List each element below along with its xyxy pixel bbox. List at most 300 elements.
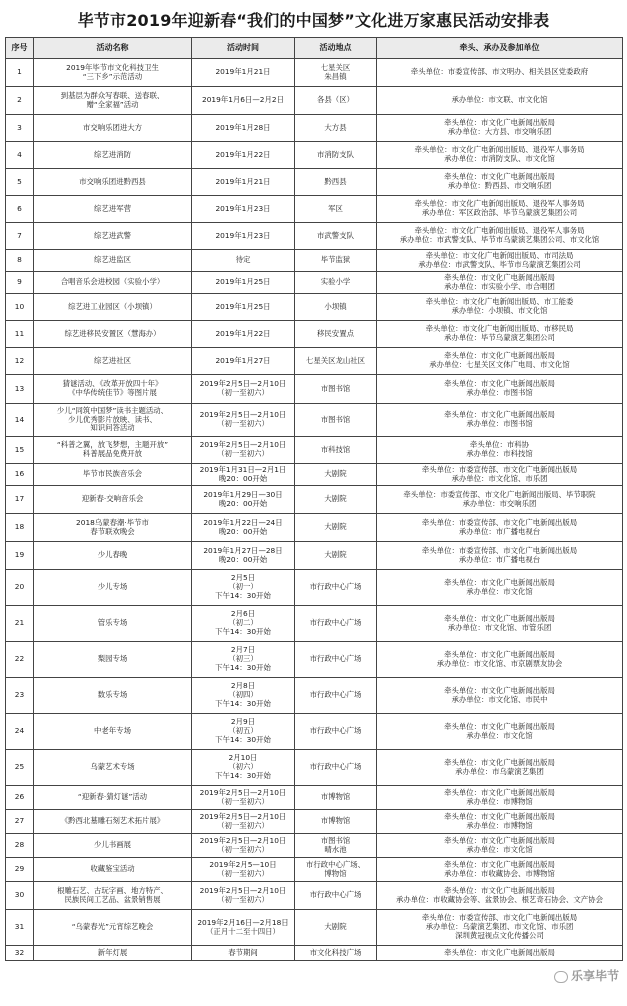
- activity-time-line: （初一至初六）: [217, 796, 269, 806]
- activity-time-line: 晚20：00开始: [218, 526, 268, 536]
- activity-time-line: （初六）: [228, 762, 258, 772]
- activity-units-line: 牵头单位：市文化广电新闻出版局: [444, 351, 555, 361]
- table-row: [6, 294, 623, 321]
- activity-units-line: 承办单位：市收藏协会等、盆景协会、根艺奇石协会、文产协会: [396, 894, 603, 904]
- table-row: [6, 910, 623, 946]
- activity-units-cell: [377, 115, 623, 142]
- activity-place-line: 大剧院: [324, 522, 347, 532]
- activity-units-line: 牵头单位：市文化广电新闻出版局: [444, 410, 555, 420]
- activity-time-line: 2019年1月28日: [215, 122, 271, 132]
- activity-units-line: 牵头单位：市委宣传部、市文化广电新闻出版局: [421, 545, 578, 555]
- activity-name-line: 中老年专场: [94, 726, 131, 736]
- activity-units-cell: [377, 714, 623, 750]
- activity-name-line: 综艺进社区: [94, 355, 131, 365]
- activity-place-cell: [295, 882, 377, 910]
- row-number: 6: [6, 196, 34, 223]
- activity-units-cell: [377, 87, 623, 115]
- table-row: [6, 223, 623, 250]
- activity-place-line: 大剧院: [324, 469, 347, 479]
- activity-name-line: 综艺进消防: [94, 149, 131, 159]
- activity-units-cell: [377, 348, 623, 375]
- row-number: 23: [6, 678, 34, 714]
- activity-place-cell: [295, 59, 377, 87]
- activity-time-line: 下午14：30开始: [215, 590, 271, 600]
- activity-name-line: 合唱音乐会进校园（实验小学）: [60, 277, 165, 287]
- activity-name-cell: [34, 882, 192, 910]
- activity-time-line: 2019年1月6日—2月2日: [202, 95, 284, 105]
- activity-name-line: 新年灯展: [97, 947, 128, 957]
- activity-units-line: 承办单位：市图书馆: [466, 388, 533, 397]
- activity-time-cell: [192, 606, 295, 642]
- activity-name-cell: [34, 404, 192, 437]
- row-number: 26: [6, 786, 34, 810]
- activity-place-cell: [295, 348, 377, 375]
- activity-time-line: 2019年2月5—10日: [209, 859, 277, 869]
- activity-name-line: 赠“全家福”活动: [86, 99, 139, 109]
- activity-units-cell: [377, 464, 623, 486]
- activity-place-line: 七星关区: [320, 62, 351, 72]
- row-number: 9: [6, 272, 34, 294]
- table-header-row: [6, 38, 623, 59]
- table-row: [6, 486, 623, 514]
- activity-place-line: 小坝镇: [324, 301, 347, 311]
- activity-name-line: 毕节市民族音乐会: [82, 469, 143, 479]
- activity-units-line: 承办单位：市文化馆、市管乐团: [447, 622, 552, 632]
- activity-time-cell: [192, 142, 295, 169]
- activity-time-line: 2019年2月5日—2月10日: [199, 835, 287, 845]
- activity-units-line: 承办单位：市文化馆: [466, 730, 533, 740]
- activity-time-line: （初一至初六）: [217, 894, 269, 904]
- activity-name-line: 少儿书画展: [94, 840, 131, 850]
- activity-place-cell: [295, 810, 377, 834]
- activity-place-cell: [295, 142, 377, 169]
- activity-time-line: 2019年1月21日: [215, 176, 271, 186]
- activity-name-line: 2018乌蒙春潮·毕节市: [76, 517, 149, 527]
- activity-place-cell: [295, 678, 377, 714]
- activity-name-cell: [34, 606, 192, 642]
- activity-time-cell: [192, 375, 295, 404]
- activity-units-line: 牵头单位：市文化广电新闻出版局: [444, 577, 555, 587]
- activity-time-line: 下午14：30开始: [215, 698, 271, 708]
- activity-place-cell: [295, 514, 377, 542]
- activity-time-cell: [192, 542, 295, 570]
- activity-units-cell: [377, 404, 623, 437]
- row-number: 5: [6, 169, 34, 196]
- activity-time-cell: [192, 348, 295, 375]
- activity-units-line: 牵头单位：市文化广电新闻出版局、市移民局: [425, 324, 574, 334]
- activity-units-line: 承办单位：乌蒙演艺集团、市文化馆、市乐团: [425, 922, 574, 932]
- activity-time-line: 2019年1月22日: [215, 149, 271, 159]
- activity-name-line: 管乐专场: [97, 618, 128, 628]
- activity-name-line: “科普之翼，放飞梦想，主题开放”: [56, 440, 169, 450]
- activity-units-cell: [377, 834, 623, 858]
- table-row: [6, 570, 623, 606]
- activity-units-line: 牵头单位：市委宣传部、市文化广电新闻出版局: [421, 517, 578, 527]
- activity-time-cell: [192, 810, 295, 834]
- activity-units-line: 承办单位：市博物馆: [466, 796, 533, 806]
- activity-time-line: 下午14：30开始: [215, 626, 271, 636]
- activity-units-cell: [377, 196, 623, 223]
- activity-name-line: “迎新春·猜灯谜”活动: [77, 792, 148, 802]
- col-header-time: 活动时间: [192, 38, 295, 59]
- activity-time-line: 2019年1月31日—2月1日: [199, 464, 287, 474]
- activity-time-line: 2019年1月29日—30日: [203, 489, 283, 499]
- row-number: 29: [6, 858, 34, 882]
- activity-time-cell: [192, 250, 295, 272]
- watermark-text: 乐享毕节: [570, 969, 619, 983]
- activity-name-cell: [34, 810, 192, 834]
- activity-units-line: 牵头单位：市科协: [469, 440, 530, 450]
- activity-name-cell: [34, 272, 192, 294]
- activity-time-cell: [192, 834, 295, 858]
- activity-name-cell: [34, 223, 192, 250]
- activity-units-line: 牵头单位：市文化广电新闻出版局: [444, 757, 555, 767]
- activity-time-line: 下午14：30开始: [215, 662, 271, 672]
- activity-time-cell: [192, 196, 295, 223]
- activity-time-cell: [192, 223, 295, 250]
- activity-units-line: 牵头单位：市文化广电新闻出版局、市工能委: [425, 297, 574, 307]
- activity-name-cell: [34, 196, 192, 223]
- row-number: 18: [6, 514, 34, 542]
- activity-name-line: 数乐专场: [97, 690, 128, 700]
- activity-time-line: 2019年2月5日—2月10日: [199, 440, 287, 450]
- activity-units-line: 承办单位：市交响乐团: [462, 498, 537, 508]
- activity-name-line: 综艺进工业园区（小坝镇）: [68, 301, 157, 311]
- activity-time-cell: [192, 910, 295, 946]
- activity-units-cell: [377, 606, 623, 642]
- activity-name-line: 迎新春·交响音乐会: [81, 494, 144, 504]
- activity-place-line: 大剧院: [324, 922, 347, 932]
- activity-time-line: 2019年1月22日—24日: [203, 517, 283, 527]
- row-number: 8: [6, 250, 34, 272]
- activity-time-cell: [192, 437, 295, 464]
- activity-units-cell: [377, 59, 623, 87]
- activity-time-line: 2月8日: [230, 681, 256, 691]
- activity-units-line: 承办单位：市广播电视台: [458, 554, 541, 564]
- activity-units-line: 牵头单位：市文化广电新闻出版局: [444, 811, 555, 821]
- table-row: [6, 786, 623, 810]
- activity-time-line: 2019年1月25日: [215, 301, 271, 311]
- table-row: [6, 606, 623, 642]
- activity-name-cell: [34, 642, 192, 678]
- activity-units-cell: [377, 750, 623, 786]
- activity-units-line: 深圳黄冠视点文化传播公司: [455, 930, 544, 940]
- activity-units-line: 承办单位：市乌蒙演艺集团: [455, 766, 544, 776]
- activity-time-cell: [192, 464, 295, 486]
- activity-name-line: 科普展品免费开放: [82, 449, 143, 458]
- activity-place-cell: [295, 272, 377, 294]
- table-row: [6, 514, 623, 542]
- activity-time-line: （初一至初六）: [217, 844, 269, 854]
- activity-place-line: 大剧院: [324, 550, 347, 560]
- activity-name-cell: [34, 348, 192, 375]
- activity-place-cell: [295, 570, 377, 606]
- col-header-units: 牵头、承办及参加单位: [377, 38, 623, 59]
- activity-units-line: 牵头单位：市委宣传部、市文化广电新闻出版局: [421, 913, 578, 923]
- activity-name-cell: [34, 87, 192, 115]
- activity-units-line: 牵头单位：市文化广电新闻出版局、退役军人事务局: [414, 199, 585, 209]
- activity-units-line: 牵头单位：市文化广电新闻出版局: [444, 613, 555, 623]
- activity-place-cell: [295, 750, 377, 786]
- activity-name-cell: [34, 464, 192, 486]
- row-number: 12: [6, 348, 34, 375]
- activity-units-cell: [377, 810, 623, 834]
- activity-time-line: （初三）: [228, 654, 258, 664]
- activity-name-cell: [34, 514, 192, 542]
- activity-units-line: 牵头单位：市文化广电新闻出版局: [444, 835, 555, 845]
- activity-place-line: 市文化科技广场: [309, 947, 362, 957]
- wechat-icon: [554, 971, 568, 983]
- activity-place-cell: [295, 250, 377, 272]
- activity-units-line: 承办单位：市文化馆: [466, 844, 533, 854]
- activity-units-cell: [377, 946, 623, 961]
- activity-time-line: 2019年1月22日: [215, 328, 271, 338]
- activity-units-line: 承办单位：七星关区文体广电局、市文化馆: [429, 360, 570, 369]
- activity-time-line: 2019年2月5日—2月10日: [199, 379, 287, 389]
- activity-time-line: 2019年2月5日—2月10日: [199, 787, 287, 797]
- activity-time-line: 2019年1月21日: [215, 67, 271, 77]
- activity-time-line: 2019年1月23日: [215, 203, 271, 213]
- activity-units-line: 牵头单位：市文化广电新闻出版局: [444, 859, 555, 869]
- activity-place-cell: [295, 642, 377, 678]
- activity-units-line: 牵头单位：市委宣传部、市文化广电新闻出版局、毕节职院: [403, 489, 596, 499]
- table-row: [6, 87, 623, 115]
- activity-time-line: 2019年2月5日—2月10日: [199, 811, 287, 821]
- row-number: 4: [6, 142, 34, 169]
- activity-time-cell: [192, 858, 295, 882]
- activity-place-line: 博物馆: [324, 868, 347, 878]
- activity-time-cell: [192, 514, 295, 542]
- activity-place-cell: [295, 321, 377, 348]
- activity-time-line: 下午14：30开始: [215, 770, 271, 780]
- activity-units-cell: [377, 642, 623, 678]
- activity-place-cell: [295, 542, 377, 570]
- activity-units-line: 牵头单位：市文化广电新闻出版局: [444, 172, 555, 182]
- activity-units-line: 承办单位：市实验小学、市合唱团: [444, 281, 555, 291]
- activity-time-line: 晚20：00开始: [218, 498, 268, 508]
- activity-units-cell: [377, 570, 623, 606]
- activity-time-line: 2月7日: [230, 645, 256, 655]
- activity-units-cell: [377, 321, 623, 348]
- activity-units-line: 承办单位：小坝镇、市文化馆: [451, 306, 548, 315]
- activity-place-cell: [295, 486, 377, 514]
- activity-place-line: 晴水池: [324, 844, 347, 854]
- activity-name-cell: [34, 169, 192, 196]
- activity-place-cell: [295, 196, 377, 223]
- row-number: 16: [6, 464, 34, 486]
- row-number: 11: [6, 321, 34, 348]
- activity-place-line: 毕节监狱: [320, 255, 351, 265]
- activity-units-line: 牵头单位：市委宣传部、市文化广电新闻出版局: [421, 464, 578, 474]
- activity-place-cell: [295, 294, 377, 321]
- activity-units-cell: [377, 678, 623, 714]
- activity-time-line: （正月十二至十四日）: [206, 926, 280, 936]
- activity-place-line: 各县（区）: [317, 95, 354, 105]
- activity-units-line: 牵头单位：市文化广电新闻出版局、退役军人事务局: [414, 226, 585, 236]
- table-row: [6, 321, 623, 348]
- activity-time-line: （初一至初六）: [217, 419, 269, 428]
- row-number: 24: [6, 714, 34, 750]
- activity-name-line: 少儿春晚: [97, 550, 128, 560]
- activity-name-cell: [34, 115, 192, 142]
- activity-units-line: 牵头单位：市文化广电新闻出版局、市司法局: [425, 250, 574, 260]
- activity-units-cell: [377, 272, 623, 294]
- activity-units-cell: [377, 437, 623, 464]
- col-header-place: 活动地点: [295, 38, 377, 59]
- table-row: [6, 464, 623, 486]
- activity-place-line: 市行政中心广场: [309, 618, 362, 628]
- activity-units-cell: [377, 542, 623, 570]
- activity-time-line: 下午14：30开始: [215, 734, 271, 744]
- activity-time-cell: [192, 678, 295, 714]
- activity-time-line: （初五）: [228, 726, 258, 736]
- activity-place-line: 市行政中心广场、: [305, 859, 366, 869]
- activity-units-line: 承办单位：市武警支队、毕节市乌蒙演艺集团公司: [418, 259, 581, 269]
- row-number: 15: [6, 437, 34, 464]
- activity-units-line: 牵头单位：市文化广电新闻出版局: [444, 721, 555, 731]
- activity-units-line: 承办单位：市文化馆、市民中: [451, 694, 548, 704]
- activity-time-line: 2019年1月25日: [215, 277, 271, 287]
- activity-place-line: 市图书馆: [320, 835, 351, 845]
- activity-time-cell: [192, 750, 295, 786]
- row-number: 1: [6, 59, 34, 87]
- activity-units-line: 承办单位：大方县、市交响乐团: [447, 127, 552, 136]
- activity-place-line: 市图书馆: [320, 383, 351, 393]
- activity-units-line: 承办单位：市文联、市文化馆: [451, 95, 548, 105]
- activity-time-line: （初一至初六）: [217, 388, 269, 397]
- activity-time-line: 2019年1月23日: [215, 230, 271, 240]
- activity-name-cell: [34, 486, 192, 514]
- activity-time-line: 2月5日: [230, 573, 256, 583]
- row-number: 22: [6, 642, 34, 678]
- activity-time-line: 2019年2月5日—2月10日: [199, 410, 287, 420]
- activity-place-cell: [295, 404, 377, 437]
- activity-time-line: 2月10日: [228, 753, 258, 763]
- row-number: 25: [6, 750, 34, 786]
- activity-place-cell: [295, 786, 377, 810]
- activity-name-cell: [34, 910, 192, 946]
- schedule-table: [5, 37, 623, 961]
- activity-units-cell: [377, 514, 623, 542]
- activity-place-cell: [295, 169, 377, 196]
- row-number: 28: [6, 834, 34, 858]
- activity-units-line: 承办单位：市文化馆、市京剧票友协会: [436, 658, 563, 668]
- activity-time-cell: [192, 169, 295, 196]
- activity-name-cell: [34, 250, 192, 272]
- activity-name-cell: [34, 59, 192, 87]
- activity-place-line: 实验小学: [320, 277, 351, 287]
- activity-time-cell: [192, 115, 295, 142]
- activity-units-line: 承办单位：市博物馆: [466, 820, 533, 830]
- activity-time-line: （初一）: [228, 582, 258, 592]
- activity-place-line: 市科技馆: [320, 444, 351, 454]
- activity-time-line: 2019年1月27日—28日: [203, 545, 283, 555]
- activity-name-cell: [34, 321, 192, 348]
- activity-name-line: 综艺进监区: [94, 255, 131, 265]
- watermark: [554, 967, 619, 984]
- col-header-no: 序号: [6, 38, 34, 59]
- activity-place-line: 移民安置点: [317, 328, 354, 338]
- activity-units-cell: [377, 486, 623, 514]
- activity-name-line: 梨园专场: [97, 654, 128, 664]
- activity-place-cell: [295, 223, 377, 250]
- activity-units-cell: [377, 375, 623, 404]
- activity-name-cell: [34, 714, 192, 750]
- activity-units-cell: [377, 882, 623, 910]
- table-row: [6, 250, 623, 272]
- activity-units-line: 牵头单位：市文化广电新闻出版局: [444, 379, 555, 389]
- activity-name-line: 少儿“同筑中国梦”读书主题活动、: [56, 405, 169, 415]
- activity-name-line: 2019年毕节市文化科技卫生: [66, 62, 159, 72]
- row-number: 14: [6, 404, 34, 437]
- activity-name-line: 收藏鉴宝活动: [90, 864, 135, 874]
- table-row: [6, 404, 623, 437]
- activity-place-line: 市行政中心广场: [309, 726, 362, 736]
- activity-units-line: 承办单位：毕节乌蒙演艺集团公司: [444, 333, 555, 342]
- activity-name-line: 春节联欢晚会: [90, 526, 135, 536]
- activity-place-line: 黔西县: [324, 176, 347, 186]
- activity-name-line: 综艺进移民安置区（慧海办）: [64, 328, 161, 338]
- activity-name-cell: [34, 142, 192, 169]
- activity-time-line: 晚20：00开始: [218, 554, 268, 564]
- activity-time-line: （初一至初六）: [217, 820, 269, 830]
- activity-place-line: 军区: [328, 203, 343, 213]
- activity-units-line: 承办单位：市科技馆: [466, 449, 533, 458]
- activity-units-line: 承办单位：市文化馆: [466, 586, 533, 596]
- activity-time-line: 2019年2月5日—2月10日: [199, 885, 287, 895]
- activity-time-cell: [192, 486, 295, 514]
- activity-time-line: 2月6日: [230, 609, 256, 619]
- table-row: [6, 348, 623, 375]
- table-row: [6, 946, 623, 961]
- activity-name-line: 综艺进军营: [94, 203, 131, 213]
- activity-units-line: 承办单位：市武警支队、毕节市乌蒙演艺集团公司、市文化馆: [399, 235, 600, 244]
- activity-place-line: 市行政中心广场: [309, 654, 362, 664]
- row-number: 2: [6, 87, 34, 115]
- activity-time-line: （初四）: [228, 690, 258, 700]
- activity-units-line: 承办单位：军区政治部、毕节乌蒙演艺集团公司: [421, 208, 578, 217]
- activity-units-cell: [377, 169, 623, 196]
- activity-name-line: 市交响乐团进大方: [82, 122, 143, 132]
- activity-place-line: 市行政中心广场: [309, 890, 362, 900]
- activity-units-cell: [377, 910, 623, 946]
- activity-place-cell: [295, 858, 377, 882]
- row-number: 31: [6, 910, 34, 946]
- activity-place-line: 七星关区龙山社区: [305, 355, 366, 365]
- table-row: [6, 750, 623, 786]
- table-body: [6, 59, 623, 961]
- activity-place-line: 大方县: [324, 122, 347, 132]
- activity-place-line: 市消防支队: [317, 149, 354, 159]
- activity-name-cell: [34, 437, 192, 464]
- activity-place-line: 市博物馆: [320, 792, 351, 802]
- activity-units-line: 承办单位：市消防支队、市文化馆: [444, 154, 555, 163]
- activity-time-cell: [192, 321, 295, 348]
- activity-place-cell: [295, 437, 377, 464]
- activity-name-line: 市交响乐团进黔西县: [79, 176, 146, 186]
- activity-name-line: 乌蒙艺术专场: [90, 762, 135, 772]
- activity-name-line: 根雕石艺、古玩字画、地方特产、: [57, 885, 168, 895]
- activity-time-cell: [192, 882, 295, 910]
- table-row: [6, 375, 623, 404]
- table-row: [6, 437, 623, 464]
- table-row: [6, 542, 623, 570]
- activity-units-line: 牵头单位：市委宣传部、市文明办、相关县区党委政府: [410, 67, 589, 77]
- activity-name-cell: [34, 294, 192, 321]
- activity-time-cell: [192, 294, 295, 321]
- activity-place-line: 市行政中心广场: [309, 690, 362, 700]
- row-number: 32: [6, 946, 34, 961]
